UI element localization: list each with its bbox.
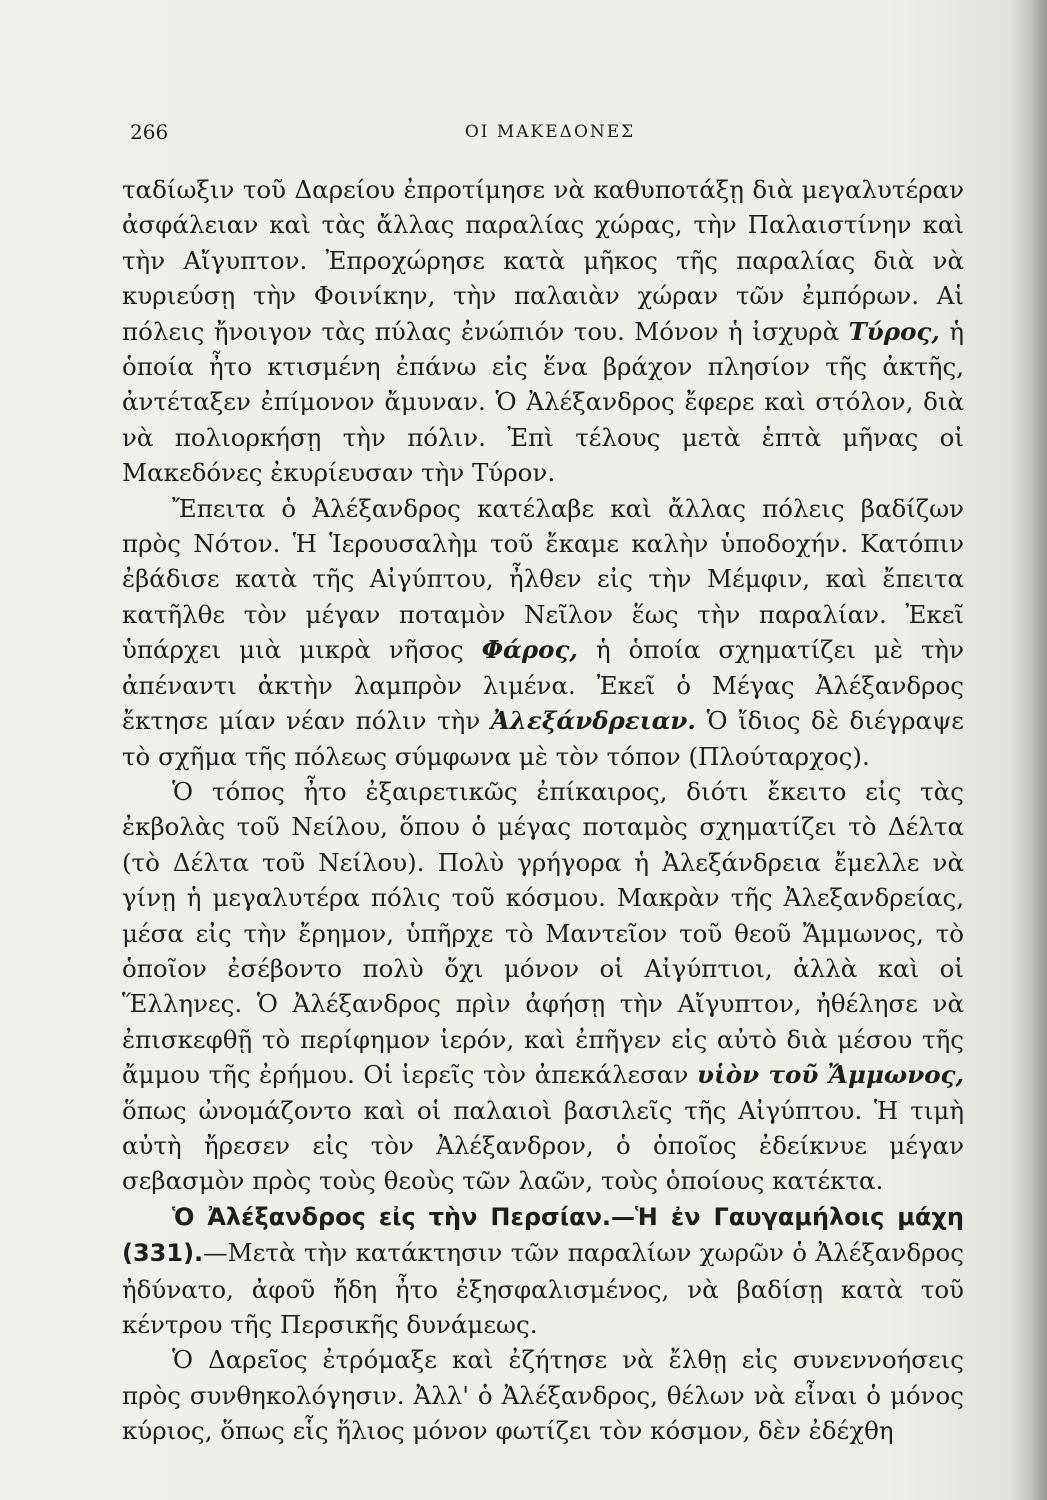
paragraph	[122, 172, 964, 491]
emphasized-term: Ἀλεξάνδρειαν.	[490, 706, 696, 736]
text-run: Ὁ Δαρεῖος ἐτρόμαξε καὶ ἐζήτησε νὰ ἔλθῃ εἰς συνεννοήσεις πρὸς συνθηκολόγησιν. Ἀλλ' ὁ Ἀλέξανδρος, θέλων νὰ εἶναι ὁ μόνος κύριος, ὅπως εἷς ἥλιος μόνον φωτίζει τὸν κόσμον, δὲν ἐδέχθη	[122, 1345, 964, 1446]
text-run: Ἔπειτα ὁ Ἀλέξανδρος κατέλαβε καὶ ἄλλας πόλεις βαδίζων πρὸς Νότον. Ἡ Ἱερουσαλὴμ τοῦ ἔκαμε καλὴν ὑποδοχήν. Κατόπιν ἐβάδισε κατὰ τῆς Αἰγύπτου, ἦλθεν εἰς τὴν Μέμφιν, καὶ ἔπειτα κατῆλθε τὸν μέγαν ποταμὸν Νεῖλον ἕως τὴν παραλίαν. Ἐκεῖ ὑπάρχει μιὰ μικρὰ νῆσος	[122, 493, 964, 665]
text-run: ἡ ὁποία ἦτο κτισμένη ἐπάνω εἰς ἕνα βράχον πλησίον τῆς ἀκτῆς, ἀντέταξεν ἐπίμονον ἄμυναν. Ὁ Ἀλέξανδρος ἔφερε καὶ στόλον, διὰ νὰ πολιορκήσῃ τὴν πόλιν. Ἐπὶ τέλους μετὰ ἑπτὰ μῆνας οἱ Μακεδόνες ἐκυρίευσαν τὴν Τύρον.	[122, 316, 965, 488]
text-run: ἡ ὁποία σχηματίζει μὲ τὴν ἀπέναντι ἀκτὴν λαμπρὸν λιμένα. Ἐκεῖ ὁ Μέγας Ἀλέξανδρος ἔκτησε μίαν νέαν πόλιν τὴν	[122, 635, 964, 736]
running-head: ΟΙ ΜΑΚΕΔΟΝΕΣ	[464, 122, 636, 142]
text-run: Ὁ τόπος ἦτο ἐξαιρετικῶς ἐπίκαιρος, διότι ἔκειτο εἰς τὰς ἐκβολὰς τοῦ Νείλου, ὅπου ὁ μέγας ποταμὸς σχηματίζει τὸ Δέλτα (τὸ Δέλτα τοῦ Νείλου). Πολὺ γρήγορα ἡ Ἀλεξάνδρεια ἔμελλε νὰ γίνῃ ἡ μεγαλυτέρα πόλις τοῦ κόσμου. Μακρὰν τῆς Ἀλεξανδρείας, μέσα εἰς τὴν ἔρημον, ὑπῆρχε τὸ Μαντεῖον τοῦ θεοῦ Ἄμμωνος, τὸ ὁποῖον ἐσέβοντο πολὺ ὄχι μόνον οἱ Αἰγύπτιοι, ἀλλὰ καὶ οἱ Ἕλληνες. Ὁ Ἀλέξανδρος πρὶν ἀφήσῃ τὴν Αἴγυπτον, ἠθέλησε νὰ ἐπισκεφθῇ τὸ περίφημον ἱερόν, καὶ ἐπῆγεν εἰς αὐτὸ διὰ μέσου τῆς ἄμμου τῆς ἐρήμου. Οἱ ἱερεῖς τὸν ἀπεκάλεσαν	[122, 776, 964, 1090]
paragraph	[122, 491, 964, 774]
page-edge-shadow	[1009, 0, 1047, 1500]
text-run: —Μετὰ τὴν κατάκτησιν τῶν παραλίων χωρῶν ὁ Ἀλέξανδρος ἠδύνατο, ἀφοῦ ἤδη ἦτο ἐξησφαλισμένος, νὰ βαδίσῃ κατὰ τοῦ κέντρου τῆς Περσικῆς δυνάμεως.	[122, 1238, 964, 1339]
body-text	[122, 172, 964, 1449]
text-run: ὅπως ὠνομάζοντο καὶ οἱ παλαιοὶ βασιλεῖς τῆς Αἰγύπτου. Ἡ τιμὴ αὐτὴ ἤρεσεν εἰς τὸν Ἀλέξανδρον, ὁ ὁποῖος ἐδείκνυε μέγαν σεβασμὸν πρὸς τοὺς θεοὺς τῶν λαῶν, τοὺς ὁποίους κατέκτα.	[122, 1095, 964, 1196]
emphasized-term: υἱὸν τοῦ Ἄμμωνος,	[696, 1060, 965, 1090]
page-number: 266	[130, 120, 169, 144]
text-run: Ὁ ἴδιος δὲ διέγραψε τὸ σχῆμα τῆς πόλεως σύμφωνα μὲ τὸν τόπον (Πλούταρχος).	[122, 706, 965, 771]
text-run: ταδίωξιν τοῦ Δαρείου ἐπροτίμησε νὰ καθυποτάξῃ διὰ μεγαλυτέραν ἀσφάλειαν καὶ τὰς ἄλλας παραλίας χώρας, τὴν Παλαιστίνην καὶ τὴν Αἴγυπτον. Ἐπροχώρησε κατὰ μῆκος τῆς παραλίας διὰ νὰ κυριεύσῃ τὴν Φοινίκην, τὴν παλαιὰν χώραν τῶν ἐμπόρων. Αἱ πόλεις ἤνοιγον τὰς πύλας ἐνώπιόν του. Μόνον ἡ ἰσχυρὰ	[122, 175, 964, 346]
emphasized-term: Τύρος,	[848, 316, 940, 346]
paragraph	[122, 774, 964, 1199]
page-header	[130, 120, 970, 154]
paragraph	[122, 1342, 964, 1448]
emphasized-term: Φάρος,	[481, 635, 578, 665]
section-heading: Ὁ Ἀλέξανδρος εἰς τὴν Περσίαν.—Ἡ ἐν Γαυγαμήλοις μάχη (331).	[122, 1202, 964, 1268]
paragraph	[122, 1199, 964, 1343]
